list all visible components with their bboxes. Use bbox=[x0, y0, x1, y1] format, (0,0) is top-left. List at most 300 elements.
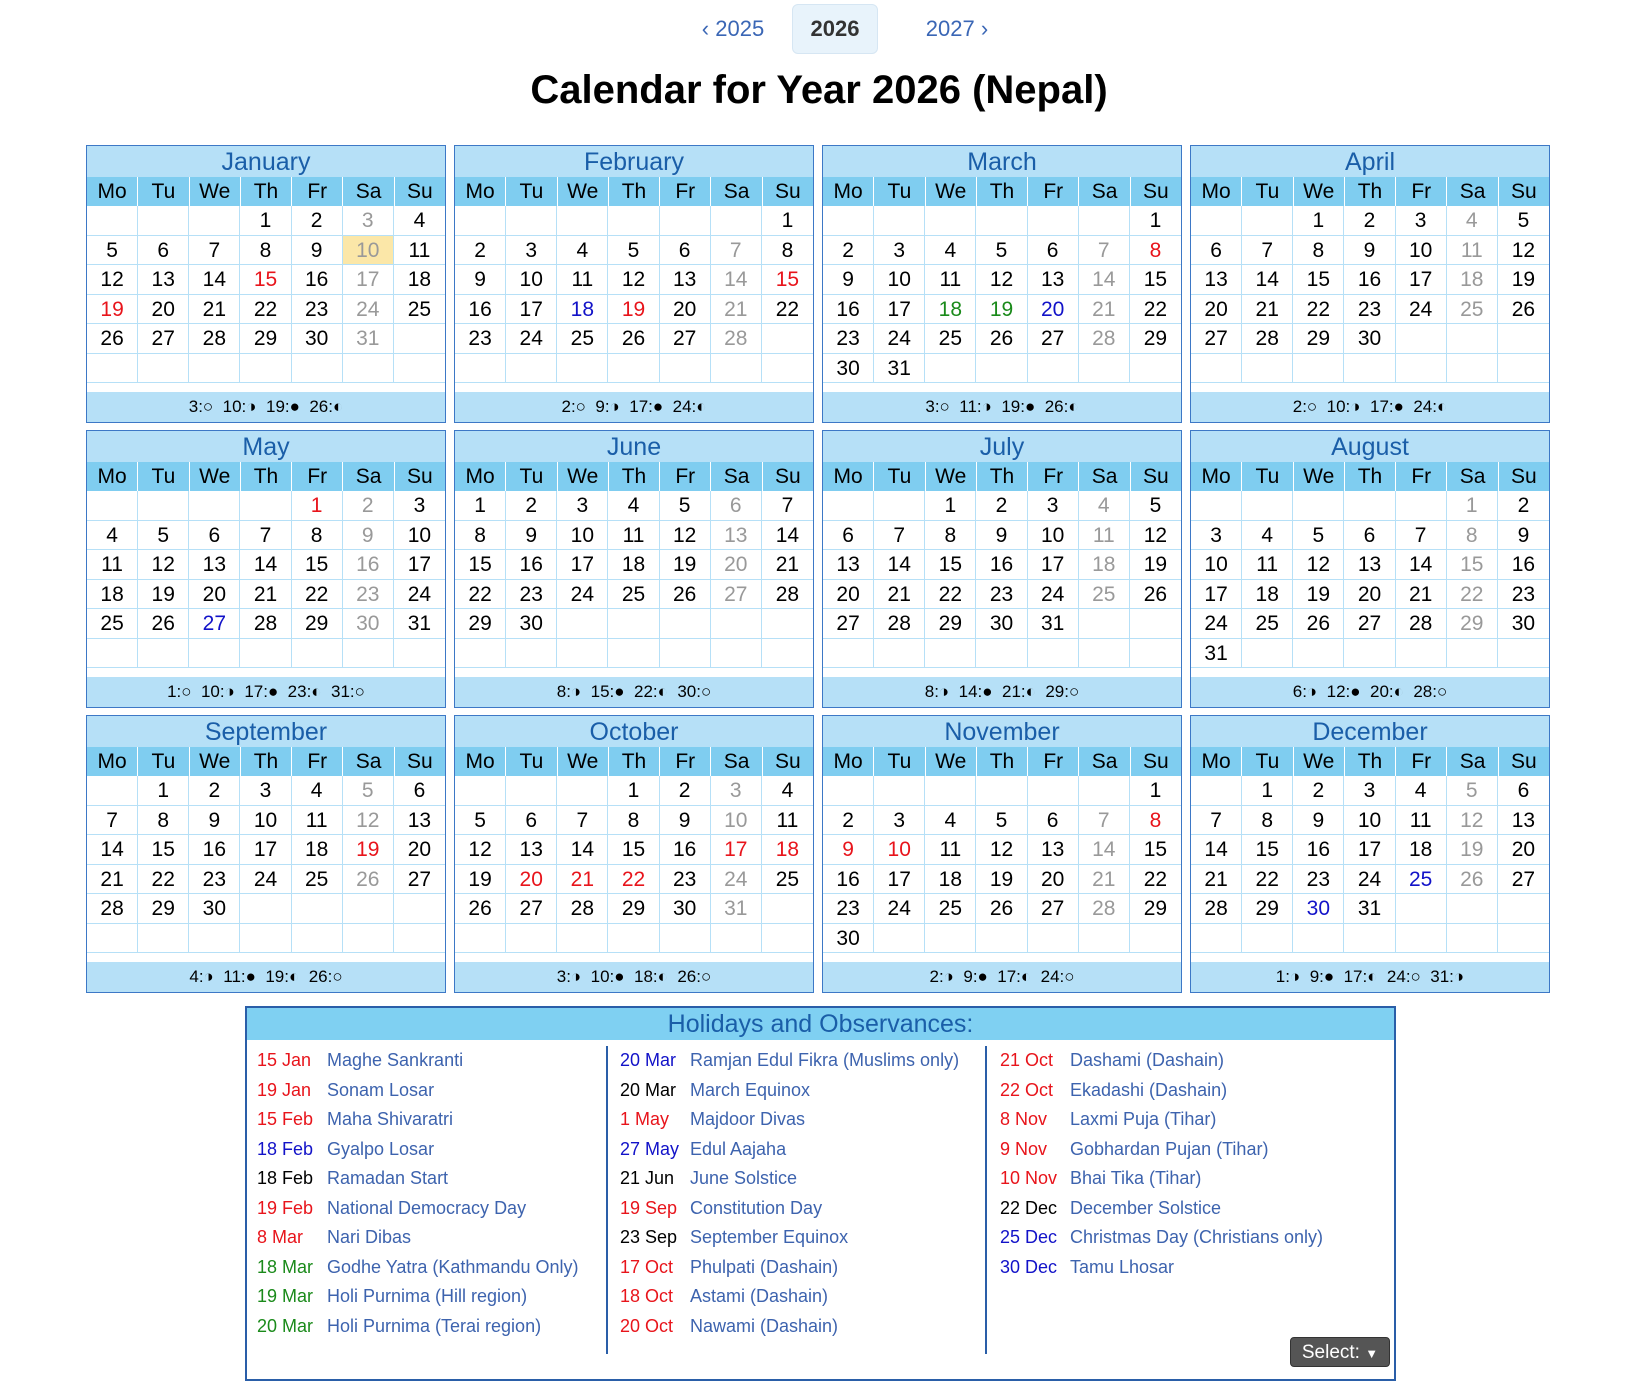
day-cell[interactable]: 16 bbox=[189, 835, 240, 865]
day-cell[interactable]: 12 bbox=[608, 265, 659, 295]
day-cell[interactable]: 31 bbox=[711, 894, 762, 924]
day-cell[interactable]: 11 bbox=[1242, 550, 1293, 580]
day-cell[interactable]: 25 bbox=[1079, 580, 1130, 610]
day-cell[interactable]: 13 bbox=[189, 550, 240, 580]
day-cell[interactable]: 21 bbox=[87, 865, 138, 895]
day-cell[interactable]: 16 bbox=[1293, 835, 1344, 865]
day-cell[interactable]: 29 bbox=[925, 609, 976, 639]
day-cell[interactable]: 3 bbox=[557, 491, 608, 521]
day-cell[interactable]: 4 bbox=[1447, 206, 1498, 236]
day-cell[interactable]: 10 bbox=[506, 265, 557, 295]
day-cell[interactable]: 11 bbox=[394, 236, 445, 266]
day-cell[interactable]: 11 bbox=[925, 835, 976, 865]
day-cell[interactable]: 21 bbox=[762, 550, 813, 580]
day-cell[interactable]: 24 bbox=[557, 580, 608, 610]
day-cell[interactable]: 25 bbox=[1396, 865, 1447, 895]
day-cell[interactable]: 8 bbox=[1447, 521, 1498, 551]
day-cell[interactable]: 24 bbox=[394, 580, 445, 610]
day-cell[interactable]: 29 bbox=[138, 894, 189, 924]
day-cell[interactable]: 11 bbox=[608, 521, 659, 551]
day-cell[interactable]: 9 bbox=[1293, 806, 1344, 836]
day-cell[interactable]: 24 bbox=[711, 865, 762, 895]
day-cell[interactable]: 27 bbox=[823, 609, 874, 639]
day-cell[interactable]: 23 bbox=[1293, 865, 1344, 895]
day-cell[interactable]: 2 bbox=[1498, 491, 1549, 521]
day-cell[interactable]: 26 bbox=[1130, 580, 1181, 610]
day-cell[interactable]: 17 bbox=[506, 295, 557, 325]
day-cell[interactable]: 26 bbox=[1498, 295, 1549, 325]
day-cell[interactable]: 11 bbox=[292, 806, 343, 836]
day-cell[interactable]: 10 bbox=[1344, 806, 1395, 836]
day-cell[interactable]: 17 bbox=[343, 265, 394, 295]
day-cell[interactable]: 24 bbox=[1396, 295, 1447, 325]
day-cell[interactable]: 22 bbox=[925, 580, 976, 610]
day-cell[interactable]: 17 bbox=[1028, 550, 1079, 580]
day-cell[interactable]: 7 bbox=[1079, 236, 1130, 266]
day-cell[interactable]: 2 bbox=[823, 806, 874, 836]
day-cell[interactable]: 10 bbox=[1191, 550, 1242, 580]
day-cell[interactable]: 4 bbox=[762, 776, 813, 806]
day-cell[interactable]: 22 bbox=[1293, 295, 1344, 325]
day-cell[interactable]: 24 bbox=[1191, 609, 1242, 639]
day-cell[interactable]: 3 bbox=[240, 776, 291, 806]
day-cell[interactable]: 17 bbox=[1396, 265, 1447, 295]
day-cell[interactable]: 14 bbox=[1191, 835, 1242, 865]
day-cell[interactable]: 5 bbox=[87, 236, 138, 266]
holiday-name-link[interactable]: Bhai Tika (Tihar) bbox=[1070, 1168, 1202, 1188]
holiday-name-link[interactable]: December Solstice bbox=[1070, 1197, 1222, 1218]
day-cell[interactable]: 20 bbox=[1028, 865, 1079, 895]
day-cell[interactable]: 11 bbox=[762, 806, 813, 836]
day-cell[interactable]: 27 bbox=[189, 609, 240, 639]
day-cell[interactable]: 27 bbox=[138, 324, 189, 354]
day-cell[interactable]: 22 bbox=[762, 295, 813, 325]
holiday-name-link[interactable]: Phulpati (Dashain) bbox=[690, 1256, 839, 1277]
day-cell[interactable]: 30 bbox=[1344, 324, 1395, 354]
month-name[interactable]: August bbox=[1191, 431, 1549, 462]
day-cell[interactable]: 14 bbox=[1396, 550, 1447, 580]
day-cell[interactable]: 28 bbox=[87, 894, 138, 924]
day-cell[interactable]: 10 bbox=[874, 265, 925, 295]
day-cell[interactable]: 19 bbox=[138, 580, 189, 610]
month-name[interactable]: February bbox=[455, 146, 813, 177]
day-cell[interactable]: 16 bbox=[976, 550, 1027, 580]
day-cell[interactable]: 12 bbox=[455, 835, 506, 865]
day-cell[interactable]: 12 bbox=[1293, 550, 1344, 580]
day-cell[interactable]: 15 bbox=[608, 835, 659, 865]
day-cell[interactable]: 18 bbox=[925, 865, 976, 895]
day-cell[interactable]: 27 bbox=[506, 894, 557, 924]
day-cell[interactable]: 1 bbox=[762, 206, 813, 236]
day-cell[interactable]: 30 bbox=[823, 354, 874, 384]
day-cell[interactable]: 10 bbox=[557, 521, 608, 551]
day-cell[interactable]: 14 bbox=[711, 265, 762, 295]
day-cell[interactable]: 20 bbox=[711, 550, 762, 580]
day-cell[interactable]: 30 bbox=[292, 324, 343, 354]
day-cell[interactable]: 18 bbox=[292, 835, 343, 865]
day-cell[interactable]: 21 bbox=[1079, 295, 1130, 325]
day-cell[interactable]: 3 bbox=[1191, 521, 1242, 551]
day-cell[interactable]: 20 bbox=[1028, 295, 1079, 325]
day-cell[interactable]: 23 bbox=[823, 894, 874, 924]
day-cell[interactable]: 25 bbox=[394, 295, 445, 325]
day-cell[interactable]: 7 bbox=[1191, 806, 1242, 836]
day-cell[interactable]: 22 bbox=[1242, 865, 1293, 895]
holiday-name-link[interactable]: Nari Dibas bbox=[327, 1227, 412, 1247]
day-cell[interactable]: 27 bbox=[660, 324, 711, 354]
day-cell[interactable]: 27 bbox=[1498, 865, 1549, 895]
day-cell[interactable]: 16 bbox=[343, 550, 394, 580]
day-cell[interactable]: 2 bbox=[976, 491, 1027, 521]
day-cell[interactable]: 23 bbox=[1344, 295, 1395, 325]
holiday-name-link[interactable]: Tamu Lhosar bbox=[1070, 1256, 1175, 1277]
day-cell[interactable]: 10 bbox=[1396, 236, 1447, 266]
day-cell[interactable]: 20 bbox=[1498, 835, 1549, 865]
day-cell[interactable]: 15 bbox=[240, 265, 291, 295]
day-cell[interactable]: 2 bbox=[1344, 206, 1395, 236]
day-cell[interactable]: 21 bbox=[1396, 580, 1447, 610]
day-cell[interactable]: 19 bbox=[343, 835, 394, 865]
day-cell[interactable]: 12 bbox=[1447, 806, 1498, 836]
month-name[interactable]: September bbox=[87, 716, 445, 747]
day-cell[interactable]: 13 bbox=[506, 835, 557, 865]
holiday-name-link[interactable]: September Equinox bbox=[690, 1227, 849, 1247]
day-cell[interactable]: 6 bbox=[138, 236, 189, 266]
day-cell[interactable]: 26 bbox=[976, 894, 1027, 924]
day-cell[interactable]: 24 bbox=[1028, 580, 1079, 610]
month-name[interactable]: October bbox=[455, 716, 813, 747]
holiday-name-link[interactable]: June Solstice bbox=[690, 1168, 798, 1188]
day-cell[interactable]: 2 bbox=[823, 236, 874, 266]
day-cell[interactable]: 19 bbox=[976, 865, 1027, 895]
day-cell[interactable]: 14 bbox=[1079, 265, 1130, 295]
day-cell[interactable]: 22 bbox=[240, 295, 291, 325]
day-cell[interactable]: 2 bbox=[189, 776, 240, 806]
day-cell[interactable]: 2 bbox=[455, 236, 506, 266]
day-cell[interactable]: 23 bbox=[292, 295, 343, 325]
day-cell[interactable]: 26 bbox=[976, 324, 1027, 354]
day-cell[interactable]: 3 bbox=[1344, 776, 1395, 806]
day-cell[interactable]: 5 bbox=[1130, 491, 1181, 521]
day-cell[interactable]: 7 bbox=[189, 236, 240, 266]
day-cell[interactable]: 6 bbox=[506, 806, 557, 836]
holiday-name-link[interactable]: Maha Shivaratri bbox=[327, 1109, 454, 1129]
day-cell[interactable]: 8 bbox=[608, 806, 659, 836]
day-cell[interactable]: 28 bbox=[557, 894, 608, 924]
day-cell[interactable]: 12 bbox=[976, 265, 1027, 295]
day-cell[interactable]: 16 bbox=[1498, 550, 1549, 580]
month-name[interactable]: April bbox=[1191, 146, 1549, 177]
day-cell[interactable]: 16 bbox=[823, 865, 874, 895]
day-cell[interactable]: 21 bbox=[874, 580, 925, 610]
day-cell[interactable]: 23 bbox=[660, 865, 711, 895]
day-cell[interactable]: 14 bbox=[1242, 265, 1293, 295]
day-cell[interactable]: 25 bbox=[292, 865, 343, 895]
day-cell[interactable]: 5 bbox=[138, 521, 189, 551]
day-cell[interactable]: 7 bbox=[1396, 521, 1447, 551]
day-cell[interactable]: 17 bbox=[557, 550, 608, 580]
day-cell[interactable]: 20 bbox=[660, 295, 711, 325]
day-cell[interactable]: 3 bbox=[343, 206, 394, 236]
holiday-name-link[interactable]: Ramadan Start bbox=[327, 1168, 449, 1188]
day-cell[interactable]: 21 bbox=[1079, 865, 1130, 895]
day-cell[interactable]: 20 bbox=[189, 580, 240, 610]
day-cell[interactable]: 14 bbox=[189, 265, 240, 295]
day-cell[interactable]: 11 bbox=[87, 550, 138, 580]
day-cell[interactable]: 13 bbox=[823, 550, 874, 580]
day-cell[interactable]: 6 bbox=[1498, 776, 1549, 806]
day-cell[interactable]: 14 bbox=[762, 521, 813, 551]
day-cell[interactable]: 8 bbox=[292, 521, 343, 551]
day-cell[interactable]: 9 bbox=[343, 521, 394, 551]
day-cell[interactable]: 7 bbox=[762, 491, 813, 521]
day-cell[interactable]: 18 bbox=[1447, 265, 1498, 295]
previous-year-link[interactable] bbox=[678, 4, 788, 54]
day-cell[interactable]: 1 bbox=[925, 491, 976, 521]
day-cell[interactable]: 8 bbox=[1242, 806, 1293, 836]
day-cell[interactable]: 12 bbox=[660, 521, 711, 551]
day-cell[interactable]: 17 bbox=[1191, 580, 1242, 610]
day-cell[interactable]: 5 bbox=[1447, 776, 1498, 806]
day-cell[interactable]: 29 bbox=[1293, 324, 1344, 354]
day-cell[interactable]: 18 bbox=[87, 580, 138, 610]
day-cell[interactable]: 12 bbox=[976, 835, 1027, 865]
next-year-link[interactable] bbox=[902, 4, 1012, 54]
day-cell[interactable]: 11 bbox=[557, 265, 608, 295]
day-cell[interactable]: 23 bbox=[455, 324, 506, 354]
day-cell[interactable]: 5 bbox=[343, 776, 394, 806]
day-cell[interactable]: 9 bbox=[506, 521, 557, 551]
holiday-name-link[interactable]: Godhe Yatra (Kathmandu Only) bbox=[327, 1256, 579, 1277]
day-cell[interactable]: 26 bbox=[87, 324, 138, 354]
day-cell[interactable]: 13 bbox=[1028, 265, 1079, 295]
day-cell[interactable]: 22 bbox=[138, 865, 189, 895]
day-cell[interactable]: 12 bbox=[343, 806, 394, 836]
day-cell[interactable]: 3 bbox=[874, 236, 925, 266]
day-cell[interactable]: 20 bbox=[394, 835, 445, 865]
day-cell[interactable]: 26 bbox=[660, 580, 711, 610]
day-cell[interactable]: 2 bbox=[506, 491, 557, 521]
day-cell[interactable]: 7 bbox=[1079, 806, 1130, 836]
day-cell[interactable]: 17 bbox=[1344, 835, 1395, 865]
day-cell[interactable]: 18 bbox=[762, 835, 813, 865]
day-cell[interactable]: 27 bbox=[1191, 324, 1242, 354]
day-cell[interactable]: 22 bbox=[1447, 580, 1498, 610]
day-cell[interactable]: 5 bbox=[660, 491, 711, 521]
day-cell[interactable]: 3 bbox=[711, 776, 762, 806]
day-cell[interactable]: 14 bbox=[874, 550, 925, 580]
day-cell[interactable]: 4 bbox=[1079, 491, 1130, 521]
day-cell[interactable]: 25 bbox=[608, 580, 659, 610]
day-cell[interactable]: 19 bbox=[1447, 835, 1498, 865]
day-cell[interactable]: 5 bbox=[455, 806, 506, 836]
day-cell[interactable]: 30 bbox=[976, 609, 1027, 639]
day-cell[interactable]: 13 bbox=[1344, 550, 1395, 580]
day-cell[interactable]: 28 bbox=[189, 324, 240, 354]
day-cell[interactable]: 6 bbox=[1028, 806, 1079, 836]
day-cell[interactable]: 8 bbox=[1130, 236, 1181, 266]
day-cell[interactable]: 18 bbox=[1079, 550, 1130, 580]
day-cell[interactable]: 18 bbox=[394, 265, 445, 295]
day-cell[interactable]: 20 bbox=[1191, 295, 1242, 325]
day-cell[interactable]: 6 bbox=[823, 521, 874, 551]
day-cell[interactable]: 13 bbox=[138, 265, 189, 295]
day-cell[interactable]: 26 bbox=[1447, 865, 1498, 895]
day-cell[interactable]: 19 bbox=[87, 295, 138, 325]
day-cell[interactable]: 7 bbox=[240, 521, 291, 551]
day-cell[interactable]: 4 bbox=[1396, 776, 1447, 806]
day-cell[interactable]: 4 bbox=[87, 521, 138, 551]
day-cell[interactable]: 6 bbox=[394, 776, 445, 806]
day-cell[interactable]: 21 bbox=[711, 295, 762, 325]
holiday-name-link[interactable]: Laxmi Puja (Tihar) bbox=[1070, 1109, 1217, 1129]
day-cell[interactable]: 4 bbox=[925, 806, 976, 836]
holiday-name-link[interactable]: Ramjan Edul Fikra (Muslims only) bbox=[690, 1050, 960, 1070]
day-cell[interactable]: 1 bbox=[608, 776, 659, 806]
day-cell[interactable]: 28 bbox=[1079, 894, 1130, 924]
day-cell[interactable]: 15 bbox=[925, 550, 976, 580]
holiday-name-link[interactable]: Holi Purnima (Terai region) bbox=[327, 1315, 542, 1336]
day-cell[interactable]: 11 bbox=[1079, 521, 1130, 551]
day-cell[interactable]: 8 bbox=[1130, 806, 1181, 836]
day-cell[interactable]: 5 bbox=[1498, 206, 1549, 236]
day-cell[interactable]: 4 bbox=[608, 491, 659, 521]
day-cell[interactable]: 9 bbox=[823, 835, 874, 865]
day-cell[interactable]: 19 bbox=[976, 295, 1027, 325]
day-cell[interactable]: 1 bbox=[455, 491, 506, 521]
day-cell[interactable]: 28 bbox=[1242, 324, 1293, 354]
day-cell[interactable]: 16 bbox=[455, 295, 506, 325]
day-cell[interactable]: 19 bbox=[1498, 265, 1549, 295]
day-cell[interactable]: 12 bbox=[1130, 521, 1181, 551]
day-cell[interactable]: 17 bbox=[394, 550, 445, 580]
day-cell[interactable]: 1 bbox=[1130, 776, 1181, 806]
day-cell[interactable]: 15 bbox=[762, 265, 813, 295]
day-cell[interactable]: 1 bbox=[292, 491, 343, 521]
day-cell[interactable]: 24 bbox=[1344, 865, 1395, 895]
day-cell[interactable]: 14 bbox=[557, 835, 608, 865]
day-cell[interactable]: 6 bbox=[189, 521, 240, 551]
day-cell[interactable]: 23 bbox=[506, 580, 557, 610]
day-cell[interactable]: 30 bbox=[1498, 609, 1549, 639]
day-cell[interactable]: 28 bbox=[874, 609, 925, 639]
day-cell[interactable]: 8 bbox=[1293, 236, 1344, 266]
day-cell[interactable]: 19 bbox=[1130, 550, 1181, 580]
day-cell[interactable]: 18 bbox=[925, 295, 976, 325]
day-cell[interactable]: 16 bbox=[823, 295, 874, 325]
day-cell[interactable]: 3 bbox=[506, 236, 557, 266]
day-cell[interactable]: 25 bbox=[1242, 609, 1293, 639]
day-cell[interactable]: 29 bbox=[1447, 609, 1498, 639]
day-cell[interactable]: 1 bbox=[1447, 491, 1498, 521]
day-cell[interactable]: 7 bbox=[874, 521, 925, 551]
day-cell[interactable]: 9 bbox=[976, 521, 1027, 551]
day-cell[interactable]: 25 bbox=[925, 894, 976, 924]
day-cell[interactable]: 2 bbox=[292, 206, 343, 236]
day-cell[interactable]: 10 bbox=[394, 521, 445, 551]
day-cell[interactable]: 5 bbox=[608, 236, 659, 266]
day-cell[interactable]: 24 bbox=[343, 295, 394, 325]
day-cell[interactable]: 3 bbox=[1396, 206, 1447, 236]
day-cell[interactable]: 16 bbox=[292, 265, 343, 295]
day-cell[interactable]: 24 bbox=[874, 324, 925, 354]
day-cell[interactable]: 30 bbox=[1293, 894, 1344, 924]
day-cell[interactable]: 15 bbox=[1293, 265, 1344, 295]
day-cell[interactable]: 28 bbox=[711, 324, 762, 354]
holiday-name-link[interactable]: Holi Purnima (Hill region) bbox=[327, 1286, 528, 1306]
day-cell[interactable]: 17 bbox=[711, 835, 762, 865]
day-cell[interactable]: 18 bbox=[557, 295, 608, 325]
day-cell[interactable]: 9 bbox=[455, 265, 506, 295]
current-year-tab[interactable]: 2026 bbox=[792, 4, 878, 54]
holiday-name-link[interactable]: March Equinox bbox=[690, 1079, 811, 1100]
day-cell[interactable]: 31 bbox=[1028, 609, 1079, 639]
day-cell[interactable]: 24 bbox=[506, 324, 557, 354]
month-name[interactable]: March bbox=[823, 146, 1181, 177]
day-cell[interactable]: 17 bbox=[874, 295, 925, 325]
day-cell[interactable]: 14 bbox=[240, 550, 291, 580]
day-cell[interactable]: 12 bbox=[138, 550, 189, 580]
day-cell[interactable]: 27 bbox=[394, 865, 445, 895]
day-cell[interactable]: 20 bbox=[138, 295, 189, 325]
day-cell[interactable]: 8 bbox=[925, 521, 976, 551]
day-cell[interactable]: 9 bbox=[1344, 236, 1395, 266]
day-cell[interactable]: 29 bbox=[608, 894, 659, 924]
day-cell[interactable]: 15 bbox=[292, 550, 343, 580]
day-cell[interactable]: 12 bbox=[87, 265, 138, 295]
month-name[interactable]: June bbox=[455, 431, 813, 462]
day-cell[interactable]: 19 bbox=[608, 295, 659, 325]
day-cell[interactable]: 19 bbox=[660, 550, 711, 580]
day-cell[interactable]: 25 bbox=[762, 865, 813, 895]
day-cell[interactable]: 28 bbox=[240, 609, 291, 639]
day-cell[interactable]: 13 bbox=[660, 265, 711, 295]
day-cell[interactable]: 5 bbox=[1293, 521, 1344, 551]
day-cell[interactable]: 7 bbox=[1242, 236, 1293, 266]
day-cell[interactable]: 29 bbox=[292, 609, 343, 639]
day-cell[interactable]: 25 bbox=[87, 609, 138, 639]
day-cell[interactable]: 18 bbox=[608, 550, 659, 580]
day-cell[interactable]: 11 bbox=[1447, 236, 1498, 266]
day-cell[interactable]: 31 bbox=[1191, 639, 1242, 669]
day-cell[interactable]: 2 bbox=[343, 491, 394, 521]
day-cell[interactable]: 26 bbox=[455, 894, 506, 924]
day-cell[interactable]: 13 bbox=[1498, 806, 1549, 836]
day-cell[interactable]: 7 bbox=[557, 806, 608, 836]
day-cell[interactable]: 4 bbox=[394, 206, 445, 236]
day-cell[interactable]: 15 bbox=[138, 835, 189, 865]
day-cell[interactable]: 16 bbox=[1344, 265, 1395, 295]
day-cell[interactable]: 25 bbox=[925, 324, 976, 354]
day-cell[interactable]: 9 bbox=[189, 806, 240, 836]
day-cell[interactable]: 14 bbox=[87, 835, 138, 865]
day-cell[interactable]: 13 bbox=[711, 521, 762, 551]
day-cell[interactable]: 9 bbox=[1498, 521, 1549, 551]
day-cell[interactable]: 18 bbox=[1396, 835, 1447, 865]
holiday-name-link[interactable]: Sonam Losar bbox=[327, 1079, 435, 1100]
day-cell[interactable]: 12 bbox=[1498, 236, 1549, 266]
day-cell[interactable]: 28 bbox=[1396, 609, 1447, 639]
day-cell[interactable]: 30 bbox=[660, 894, 711, 924]
day-cell[interactable]: 21 bbox=[240, 580, 291, 610]
month-name[interactable]: December bbox=[1191, 716, 1549, 747]
day-cell[interactable]: 1 bbox=[240, 206, 291, 236]
day-cell[interactable]: 22 bbox=[608, 865, 659, 895]
holiday-name-link[interactable]: Nawami (Dashain) bbox=[690, 1315, 839, 1336]
month-name[interactable]: November bbox=[823, 716, 1181, 747]
day-cell[interactable]: 23 bbox=[1498, 580, 1549, 610]
holiday-name-link[interactable]: Gyalpo Losar bbox=[327, 1138, 435, 1159]
